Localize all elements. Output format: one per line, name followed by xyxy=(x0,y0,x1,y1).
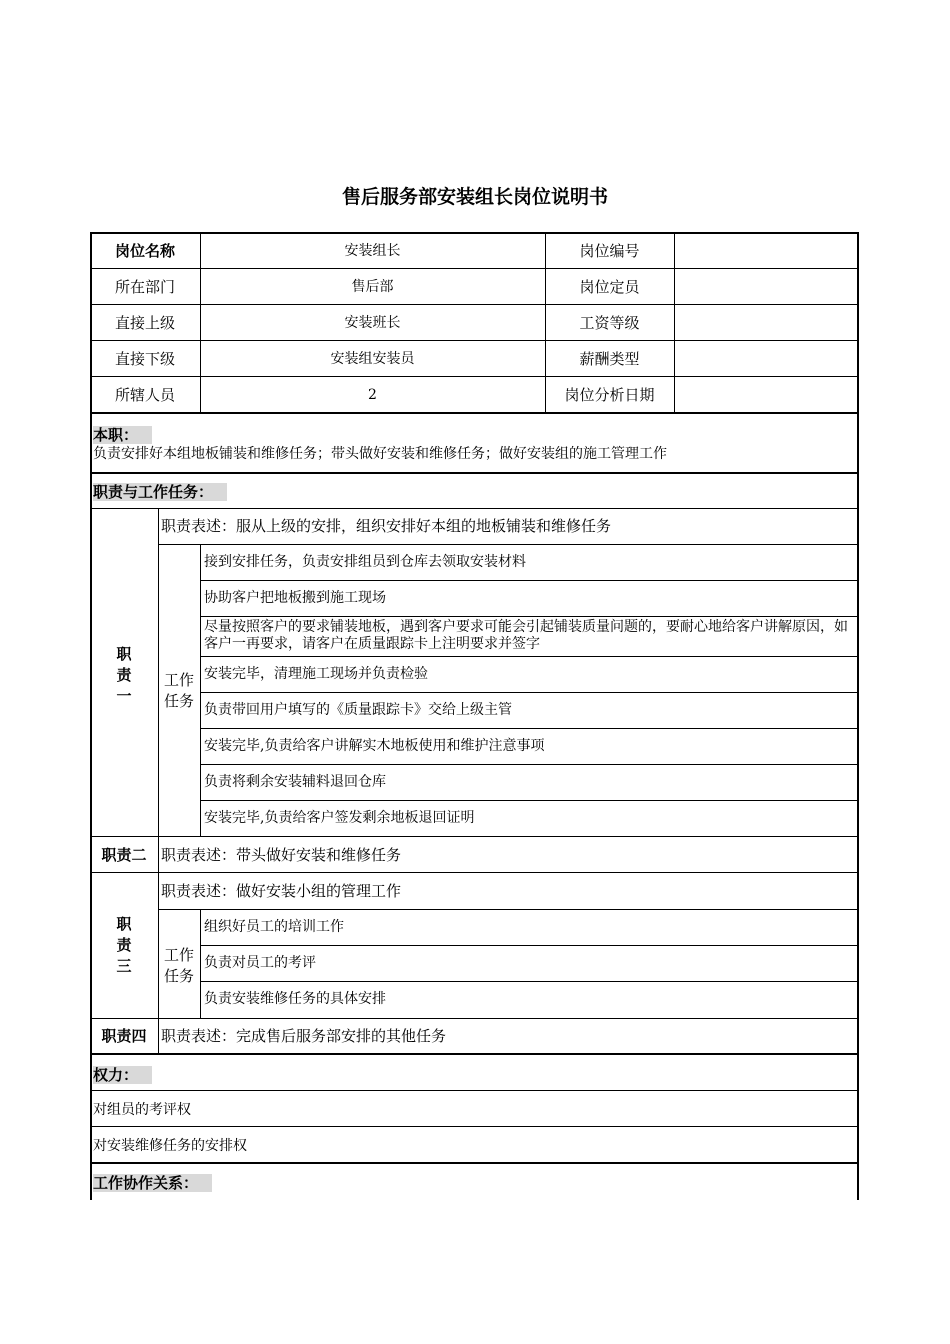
responsibility-2-label: 职责二 xyxy=(101,846,147,864)
responsibility-1-task: 安装完毕,负责给客户讲解实木地板使用和维护注意事项 xyxy=(204,738,545,754)
responsibility-1-label: 职责一 xyxy=(116,645,132,705)
header-label-superior: 直接上级 xyxy=(114,314,175,332)
header-label-position-code: 岗位编号 xyxy=(579,242,640,260)
responsibility-3-task-label: 工作任务 xyxy=(163,946,194,985)
responsibility-1-desc: 职责表述：服从上级的安排，组织安排好本组的地板铺装和维修任务 xyxy=(161,517,612,535)
responsibility-3-label: 职责三 xyxy=(116,915,132,975)
cooperation-label: 工作协作关系： xyxy=(93,1174,212,1192)
authority-label: 权力： xyxy=(93,1066,152,1084)
header-value-staff-count: 2 xyxy=(368,387,377,403)
header-label-department: 所在部门 xyxy=(114,278,175,296)
header-label-staff-count: 所辖人员 xyxy=(114,386,175,404)
responsibility-1-task: 接到安排任务，负责安排组员到仓库去领取安装材料 xyxy=(204,554,526,570)
header-label-salary-grade: 工资等级 xyxy=(579,314,640,332)
responsibility-3-task: 负责对员工的考评 xyxy=(204,955,316,971)
header-label-headcount: 岗位定员 xyxy=(579,278,640,296)
header-label-subordinate: 直接下级 xyxy=(114,350,175,368)
header-label-pay-type: 薪酬类型 xyxy=(579,350,640,368)
responsibility-3-task: 负责安装维修任务的具体安排 xyxy=(204,991,386,1007)
responsibility-1-task: 协助客户把地板搬到施工现场 xyxy=(204,590,386,606)
header-label-analysis-date: 岗位分析日期 xyxy=(564,386,655,404)
responsibility-1-task-label: 工作任务 xyxy=(163,671,194,710)
responsibility-1-task: 安装完毕，清理施工现场并负责检验 xyxy=(204,666,428,682)
duty-text: 负责安排好本组地板铺装和维修任务；带头做好安装和维修任务；做好安装组的施工管理工作 xyxy=(93,446,667,462)
responsibility-3-task: 组织好员工的培训工作 xyxy=(204,919,344,935)
job-description-table xyxy=(90,232,859,1200)
authority-item: 对组员的考评权 xyxy=(93,1102,191,1118)
duty-label: 本职： xyxy=(93,426,152,444)
responsibility-1-task: 安装完毕,负责给客户签发剩余地板退回证明 xyxy=(204,810,475,826)
responsibility-2-desc: 职责表述：带头做好安装和维修任务 xyxy=(161,846,402,864)
responsibility-1-task: 负责将剩余安装辅料退回仓库 xyxy=(204,774,386,790)
responsibility-4-label: 职责四 xyxy=(101,1027,147,1045)
header-value-position-name: 安装组长 xyxy=(344,243,401,259)
header-label-position-name: 岗位名称 xyxy=(114,242,175,260)
responsibility-3-desc: 职责表述：做好安装小组的管理工作 xyxy=(161,882,402,900)
responsibility-4-desc: 职责表述：完成售后服务部安排的其他任务 xyxy=(161,1027,447,1045)
responsibility-1-task: 负责带回用户填写的《质量跟踪卡》交给上级主管 xyxy=(204,702,512,718)
page-title: 售后服务部安装组长岗位说明书 xyxy=(341,186,608,208)
responsibility-1-task: 尽量按照客户的要求铺装地板，遇到客户要求可能会引起铺装质量问题的，要耐心地给客户讲解原因，如客户一再要求，请客户在质量跟踪卡上注明要求并签字 xyxy=(204,619,848,652)
header-value-department: 售后部 xyxy=(351,279,394,295)
header-value-subordinate: 安装组安装员 xyxy=(330,351,415,367)
responsibilities-label: 职责与工作任务： xyxy=(93,483,227,501)
header-value-superior: 安装班长 xyxy=(344,315,401,331)
authority-item: 对安装维修任务的安排权 xyxy=(93,1138,247,1154)
